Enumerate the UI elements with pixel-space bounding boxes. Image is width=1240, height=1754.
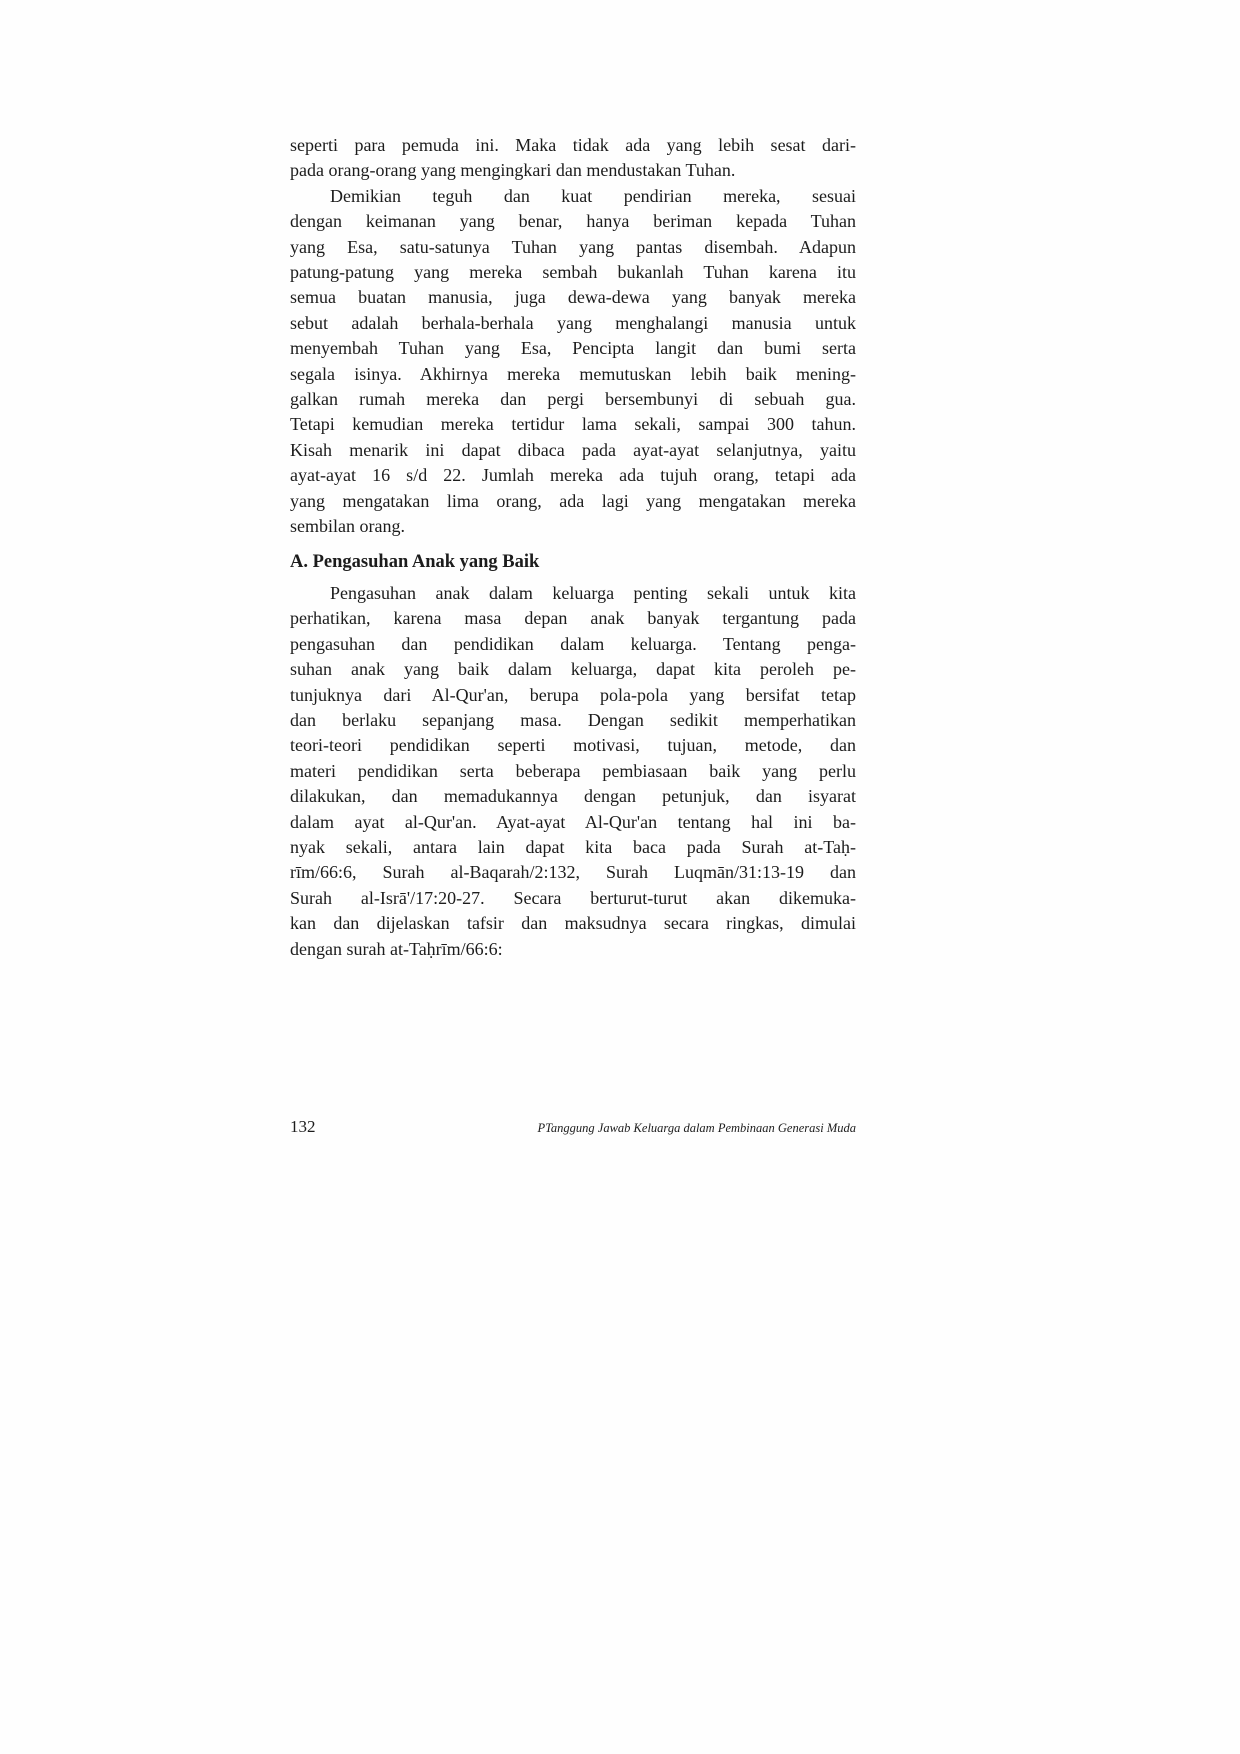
text-line: kan dan dijelaskan tafsir dan maksudnya secara ringkas, dimulai bbox=[290, 913, 856, 934]
text-line: rīm/66:6, Surah al-Baqarah/2:132, Surah Luqmān/31:13-19 dan bbox=[290, 862, 856, 883]
text-line: Pengasuhan anak dalam keluarga penting sekali untuk kita bbox=[330, 582, 856, 603]
text-line: semua buatan manusia, juga dewa-dewa yang banyak mereka bbox=[290, 287, 856, 308]
text-line: patung-patung yang mereka sembah bukanlah Tuhan karena itu bbox=[290, 262, 856, 283]
text-line: nyak sekali, antara lain dapat kita baca pada Surah at-Taḥ- bbox=[290, 836, 856, 857]
text-line: dengan surah at-Taḥrīm/66:6: bbox=[290, 938, 503, 959]
paragraph bbox=[290, 184, 856, 540]
text-line: tunjuknya dari Al-Qur'an, berupa pola-pola yang bersifat tetap bbox=[290, 684, 856, 705]
section-heading: A. Pengasuhan Anak yang Baik bbox=[290, 551, 540, 572]
text-line: sebut adalah berhala-berhala yang menghalangi manusia untuk bbox=[290, 312, 856, 333]
text-line: yang Esa, satu-satunya Tuhan yang pantas disembah. Adapun bbox=[290, 236, 856, 257]
page-footer bbox=[290, 1116, 856, 1139]
text-line: dengan keimanan yang benar, hanya beriman kepada Tuhan bbox=[290, 211, 856, 232]
text-block bbox=[290, 133, 856, 962]
text-line: Surah al-Isrā'/17:20-27. Secara berturut-turut akan dikemuka- bbox=[290, 887, 856, 908]
text-line: segala isinya. Akhirnya mereka memutuskan lebih baik mening- bbox=[290, 363, 856, 384]
text-line: pengasuhan dan pendidikan dalam keluarga. Tentang penga- bbox=[290, 633, 856, 654]
text-line: teori-teori pendidikan seperti motivasi, tujuan, metode, dan bbox=[290, 735, 856, 756]
text-line: dilakukan, dan memadukannya dengan petunjuk, dan isyarat bbox=[290, 786, 856, 807]
page-number: 132 bbox=[290, 1117, 316, 1136]
text-line: dalam ayat al-Qur'an. Ayat-ayat Al-Qur'an tentang hal ini ba- bbox=[290, 811, 856, 832]
text-line: galkan rumah mereka dan pergi bersembunyi di sebuah gua. bbox=[290, 389, 856, 410]
text-line: materi pendidikan serta beberapa pembiasaan baik yang perlu bbox=[290, 760, 856, 781]
paragraph bbox=[290, 581, 856, 962]
text-line: perhatikan, karena masa depan anak banyak tergantung pada bbox=[290, 608, 856, 629]
paragraph bbox=[290, 133, 856, 184]
text-line: sembilan orang. bbox=[290, 516, 405, 537]
running-title: PTanggung Jawab Keluarga dalam Pembinaan Generasi Muda bbox=[537, 1121, 856, 1135]
text-line: Tetapi kemudian mereka tertidur lama sekali, sampai 300 tahun. bbox=[290, 414, 856, 435]
text-line: dan berlaku sepanjang masa. Dengan sedikit memperhatikan bbox=[290, 709, 856, 730]
text-line: menyembah Tuhan yang Esa, Pencipta langit dan bumi serta bbox=[290, 338, 856, 359]
text-line: yang mengatakan lima orang, ada lagi yang mengatakan mereka bbox=[290, 490, 856, 511]
text-line: seperti para pemuda ini. Maka tidak ada yang lebih sesat dari- bbox=[290, 135, 856, 155]
text-line: Kisah menarik ini dapat dibaca pada ayat-ayat selanjutnya, yaitu bbox=[290, 439, 856, 460]
text-line: ayat-ayat 16 s/d 22. Jumlah mereka ada tujuh orang, tetapi ada bbox=[290, 465, 856, 486]
text-line: suhan anak yang baik dalam keluarga, dapat kita peroleh pe- bbox=[290, 659, 856, 680]
text-line: pada orang-orang yang mengingkari dan mendustakan Tuhan. bbox=[290, 160, 736, 181]
text-line: Demikian teguh dan kuat pendirian mereka, sesuai bbox=[330, 185, 856, 206]
